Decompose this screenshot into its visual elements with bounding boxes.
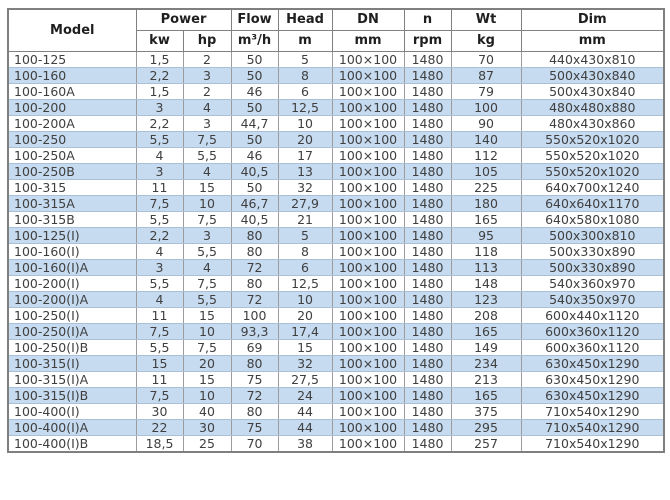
cell-dim: 500x430x840: [521, 68, 664, 84]
cell-flow: 40,5: [231, 164, 278, 180]
cell-flow: 100: [231, 308, 278, 324]
cell-wt: 149: [451, 340, 521, 356]
table-row: [8, 84, 664, 100]
cell-hp: 40: [183, 404, 231, 420]
cell-kw: 5,5: [136, 340, 183, 356]
cell-model: 100-200(I)A: [8, 292, 136, 308]
cell-model: 100-250B: [8, 164, 136, 180]
cell-hp: 10: [183, 324, 231, 340]
cell-dim: 630x450x1290: [521, 356, 664, 372]
cell-dim: 630x450x1290: [521, 372, 664, 388]
cell-dn: 100×100: [332, 260, 404, 276]
col-subheader-hp: hp: [183, 31, 231, 52]
col-subheader-dn-unit: mm: [332, 31, 404, 52]
cell-wt: 90: [451, 116, 521, 132]
cell-wt: 113: [451, 260, 521, 276]
cell-n: 1480: [404, 372, 451, 388]
cell-hp: 7,5: [183, 276, 231, 292]
cell-dim: 640x580x1080: [521, 212, 664, 228]
cell-kw: 5,5: [136, 276, 183, 292]
col-subheader-dim-unit: mm: [521, 31, 664, 52]
cell-hp: 15: [183, 308, 231, 324]
cell-kw: 7,5: [136, 324, 183, 340]
table-row: [8, 404, 664, 420]
cell-n: 1480: [404, 164, 451, 180]
cell-dn: 100×100: [332, 148, 404, 164]
cell-wt: 165: [451, 324, 521, 340]
cell-dim: 600x440x1120: [521, 308, 664, 324]
cell-dn: 100×100: [332, 292, 404, 308]
cell-kw: 1,5: [136, 84, 183, 100]
table-row: [8, 132, 664, 148]
cell-dn: 100×100: [332, 308, 404, 324]
table-row: [8, 420, 664, 436]
cell-n: 1480: [404, 148, 451, 164]
cell-hp: 4: [183, 164, 231, 180]
cell-model: 100-315(I)B: [8, 388, 136, 404]
cell-model: 100-250A: [8, 148, 136, 164]
cell-head: 20: [278, 132, 332, 148]
cell-flow: 80: [231, 404, 278, 420]
cell-dn: 100×100: [332, 68, 404, 84]
cell-dim: 500x330x890: [521, 244, 664, 260]
table-row: [8, 372, 664, 388]
cell-wt: 225: [451, 180, 521, 196]
cell-head: 24: [278, 388, 332, 404]
col-header-model: Model: [8, 9, 136, 52]
cell-wt: 123: [451, 292, 521, 308]
cell-flow: 44,7: [231, 116, 278, 132]
cell-head: 10: [278, 116, 332, 132]
table-row: [8, 260, 664, 276]
cell-dim: 500x300x810: [521, 228, 664, 244]
cell-flow: 50: [231, 100, 278, 116]
cell-dim: 710x540x1290: [521, 436, 664, 453]
cell-n: 1480: [404, 212, 451, 228]
cell-kw: 4: [136, 244, 183, 260]
cell-dim: 640x640x1170: [521, 196, 664, 212]
cell-hp: 5,5: [183, 148, 231, 164]
cell-flow: 50: [231, 52, 278, 68]
cell-head: 8: [278, 68, 332, 84]
cell-dn: 100×100: [332, 436, 404, 453]
col-subheader-kw: kw: [136, 31, 183, 52]
cell-dim: 600x360x1120: [521, 340, 664, 356]
cell-dim: 480x480x880: [521, 100, 664, 116]
cell-kw: 2,2: [136, 116, 183, 132]
cell-n: 1480: [404, 180, 451, 196]
cell-n: 1480: [404, 436, 451, 453]
cell-head: 44: [278, 420, 332, 436]
cell-dn: 100×100: [332, 340, 404, 356]
table-row: [8, 388, 664, 404]
cell-flow: 72: [231, 260, 278, 276]
cell-head: 5: [278, 52, 332, 68]
header-row-titles: [8, 9, 664, 31]
cell-dn: 100×100: [332, 420, 404, 436]
cell-hp: 4: [183, 260, 231, 276]
cell-hp: 15: [183, 180, 231, 196]
cell-dn: 100×100: [332, 276, 404, 292]
cell-n: 1480: [404, 228, 451, 244]
cell-wt: 95: [451, 228, 521, 244]
cell-hp: 25: [183, 436, 231, 453]
cell-dn: 100×100: [332, 132, 404, 148]
cell-head: 13: [278, 164, 332, 180]
cell-dn: 100×100: [332, 356, 404, 372]
cell-dim: 500x330x890: [521, 260, 664, 276]
table-row: [8, 100, 664, 116]
cell-wt: 79: [451, 84, 521, 100]
cell-wt: 87: [451, 68, 521, 84]
table-row: [8, 436, 664, 453]
cell-model: 100-315(I): [8, 356, 136, 372]
cell-dim: 540x360x970: [521, 276, 664, 292]
cell-flow: 93,3: [231, 324, 278, 340]
cell-n: 1480: [404, 388, 451, 404]
cell-flow: 69: [231, 340, 278, 356]
cell-dim: 440x430x810: [521, 52, 664, 68]
cell-kw: 4: [136, 292, 183, 308]
cell-kw: 22: [136, 420, 183, 436]
cell-model: 100-250(I): [8, 308, 136, 324]
cell-model: 100-400(I)A: [8, 420, 136, 436]
cell-wt: 375: [451, 404, 521, 420]
cell-wt: 208: [451, 308, 521, 324]
cell-kw: 5,5: [136, 212, 183, 228]
cell-dim: 630x450x1290: [521, 388, 664, 404]
cell-kw: 11: [136, 372, 183, 388]
cell-model: 100-315A: [8, 196, 136, 212]
cell-dn: 100×100: [332, 404, 404, 420]
cell-flow: 46,7: [231, 196, 278, 212]
table-row: [8, 180, 664, 196]
cell-flow: 50: [231, 68, 278, 84]
cell-flow: 80: [231, 228, 278, 244]
cell-flow: 75: [231, 420, 278, 436]
cell-dim: 480x430x860: [521, 116, 664, 132]
cell-head: 38: [278, 436, 332, 453]
cell-head: 32: [278, 180, 332, 196]
cell-model: 100-200(I): [8, 276, 136, 292]
cell-wt: 118: [451, 244, 521, 260]
cell-wt: 140: [451, 132, 521, 148]
cell-kw: 3: [136, 260, 183, 276]
cell-model: 100-250(I)A: [8, 324, 136, 340]
cell-flow: 72: [231, 388, 278, 404]
cell-dim: 550x520x1020: [521, 132, 664, 148]
table-row: [8, 340, 664, 356]
cell-dim: 550x520x1020: [521, 148, 664, 164]
cell-model: 100-160(I): [8, 244, 136, 260]
cell-dn: 100×100: [332, 324, 404, 340]
cell-dn: 100×100: [332, 228, 404, 244]
cell-wt: 257: [451, 436, 521, 453]
cell-n: 1480: [404, 260, 451, 276]
table-row: [8, 292, 664, 308]
cell-hp: 3: [183, 228, 231, 244]
cell-kw: 11: [136, 308, 183, 324]
cell-kw: 1,5: [136, 52, 183, 68]
cell-head: 27,5: [278, 372, 332, 388]
cell-head: 12,5: [278, 100, 332, 116]
cell-model: 100-250(I)B: [8, 340, 136, 356]
cell-n: 1480: [404, 404, 451, 420]
cell-hp: 2: [183, 84, 231, 100]
col-header-dim: Dim: [521, 9, 664, 31]
cell-wt: 180: [451, 196, 521, 212]
cell-model: 100-160: [8, 68, 136, 84]
cell-head: 44: [278, 404, 332, 420]
table-row: [8, 68, 664, 84]
cell-n: 1480: [404, 324, 451, 340]
cell-hp: 7,5: [183, 132, 231, 148]
cell-model: 100-315B: [8, 212, 136, 228]
cell-dim: 710x540x1290: [521, 420, 664, 436]
cell-head: 5: [278, 228, 332, 244]
cell-head: 20: [278, 308, 332, 324]
table-body: [8, 52, 664, 453]
cell-kw: 2,2: [136, 68, 183, 84]
table-row: [8, 276, 664, 292]
cell-head: 6: [278, 84, 332, 100]
col-header-head: Head: [278, 9, 332, 31]
table-header: [8, 9, 664, 52]
cell-n: 1480: [404, 196, 451, 212]
cell-flow: 46: [231, 148, 278, 164]
cell-n: 1480: [404, 52, 451, 68]
col-header-flow: Flow: [231, 9, 278, 31]
table-row: [8, 196, 664, 212]
cell-flow: 50: [231, 180, 278, 196]
table-row: [8, 324, 664, 340]
cell-flow: 40,5: [231, 212, 278, 228]
cell-n: 1480: [404, 276, 451, 292]
cell-hp: 20: [183, 356, 231, 372]
cell-model: 100-200: [8, 100, 136, 116]
cell-wt: 105: [451, 164, 521, 180]
col-header-power: Power: [136, 9, 231, 31]
cell-dn: 100×100: [332, 180, 404, 196]
table-row: [8, 148, 664, 164]
cell-dn: 100×100: [332, 84, 404, 100]
pump-spec-table: [7, 8, 665, 453]
cell-head: 21: [278, 212, 332, 228]
cell-flow: 80: [231, 356, 278, 372]
cell-wt: 100: [451, 100, 521, 116]
cell-head: 12,5: [278, 276, 332, 292]
cell-dn: 100×100: [332, 196, 404, 212]
cell-model: 100-125(I): [8, 228, 136, 244]
cell-head: 27,9: [278, 196, 332, 212]
col-subheader-n-unit: rpm: [404, 31, 451, 52]
cell-wt: 148: [451, 276, 521, 292]
cell-flow: 75: [231, 372, 278, 388]
cell-head: 8: [278, 244, 332, 260]
cell-kw: 5,5: [136, 132, 183, 148]
cell-hp: 3: [183, 68, 231, 84]
cell-dim: 500x430x840: [521, 84, 664, 100]
cell-dim: 540x350x970: [521, 292, 664, 308]
cell-dn: 100×100: [332, 52, 404, 68]
cell-kw: 4: [136, 148, 183, 164]
col-header-dn: DN: [332, 9, 404, 31]
cell-head: 17,4: [278, 324, 332, 340]
cell-head: 6: [278, 260, 332, 276]
cell-model: 100-250: [8, 132, 136, 148]
cell-dn: 100×100: [332, 244, 404, 260]
cell-wt: 165: [451, 388, 521, 404]
cell-model: 100-400(I)B: [8, 436, 136, 453]
cell-flow: 70: [231, 436, 278, 453]
cell-n: 1480: [404, 132, 451, 148]
table-row: [8, 164, 664, 180]
cell-flow: 50: [231, 132, 278, 148]
cell-model: 100-125: [8, 52, 136, 68]
cell-n: 1480: [404, 84, 451, 100]
cell-n: 1480: [404, 100, 451, 116]
cell-dn: 100×100: [332, 212, 404, 228]
col-header-wt: Wt: [451, 9, 521, 31]
cell-head: 10: [278, 292, 332, 308]
cell-hp: 10: [183, 196, 231, 212]
cell-flow: 46: [231, 84, 278, 100]
cell-hp: 5,5: [183, 244, 231, 260]
cell-kw: 11: [136, 180, 183, 196]
table-row: [8, 356, 664, 372]
cell-n: 1480: [404, 356, 451, 372]
table-row: [8, 116, 664, 132]
col-header-n: n: [404, 9, 451, 31]
cell-wt: 165: [451, 212, 521, 228]
cell-model: 100-160(I)A: [8, 260, 136, 276]
cell-kw: 3: [136, 164, 183, 180]
col-subheader-head-unit: m: [278, 31, 332, 52]
table-row: [8, 212, 664, 228]
cell-hp: 10: [183, 388, 231, 404]
cell-hp: 3: [183, 116, 231, 132]
cell-hp: 2: [183, 52, 231, 68]
cell-hp: 4: [183, 100, 231, 116]
cell-model: 100-315(I)A: [8, 372, 136, 388]
cell-flow: 80: [231, 244, 278, 260]
table-row: [8, 228, 664, 244]
cell-model: 100-315: [8, 180, 136, 196]
cell-head: 32: [278, 356, 332, 372]
cell-kw: 2,2: [136, 228, 183, 244]
table-row: [8, 308, 664, 324]
cell-n: 1480: [404, 308, 451, 324]
cell-kw: 3: [136, 100, 183, 116]
cell-flow: 80: [231, 276, 278, 292]
col-subheader-flow-unit: m³/h: [231, 31, 278, 52]
cell-wt: 234: [451, 356, 521, 372]
cell-dn: 100×100: [332, 116, 404, 132]
cell-n: 1480: [404, 292, 451, 308]
cell-model: 100-160A: [8, 84, 136, 100]
table-row: [8, 244, 664, 260]
cell-hp: 7,5: [183, 340, 231, 356]
table-row: [8, 52, 664, 68]
cell-dim: 600x360x1120: [521, 324, 664, 340]
cell-dn: 100×100: [332, 372, 404, 388]
cell-kw: 30: [136, 404, 183, 420]
cell-n: 1480: [404, 68, 451, 84]
cell-dn: 100×100: [332, 388, 404, 404]
cell-model: 100-400(I): [8, 404, 136, 420]
cell-n: 1480: [404, 244, 451, 260]
col-subheader-wt-unit: kg: [451, 31, 521, 52]
cell-hp: 15: [183, 372, 231, 388]
cell-dn: 100×100: [332, 164, 404, 180]
cell-kw: 15: [136, 356, 183, 372]
cell-wt: 70: [451, 52, 521, 68]
cell-n: 1480: [404, 340, 451, 356]
cell-kw: 18,5: [136, 436, 183, 453]
cell-head: 17: [278, 148, 332, 164]
cell-wt: 295: [451, 420, 521, 436]
cell-hp: 30: [183, 420, 231, 436]
cell-wt: 112: [451, 148, 521, 164]
cell-dim: 710x540x1290: [521, 404, 664, 420]
cell-n: 1480: [404, 116, 451, 132]
cell-head: 15: [278, 340, 332, 356]
cell-kw: 7,5: [136, 196, 183, 212]
cell-flow: 72: [231, 292, 278, 308]
cell-hp: 5,5: [183, 292, 231, 308]
cell-dim: 550x520x1020: [521, 164, 664, 180]
cell-kw: 7,5: [136, 388, 183, 404]
cell-model: 100-200A: [8, 116, 136, 132]
cell-n: 1480: [404, 420, 451, 436]
cell-hp: 7,5: [183, 212, 231, 228]
cell-dim: 640x700x1240: [521, 180, 664, 196]
cell-dn: 100×100: [332, 100, 404, 116]
cell-wt: 213: [451, 372, 521, 388]
